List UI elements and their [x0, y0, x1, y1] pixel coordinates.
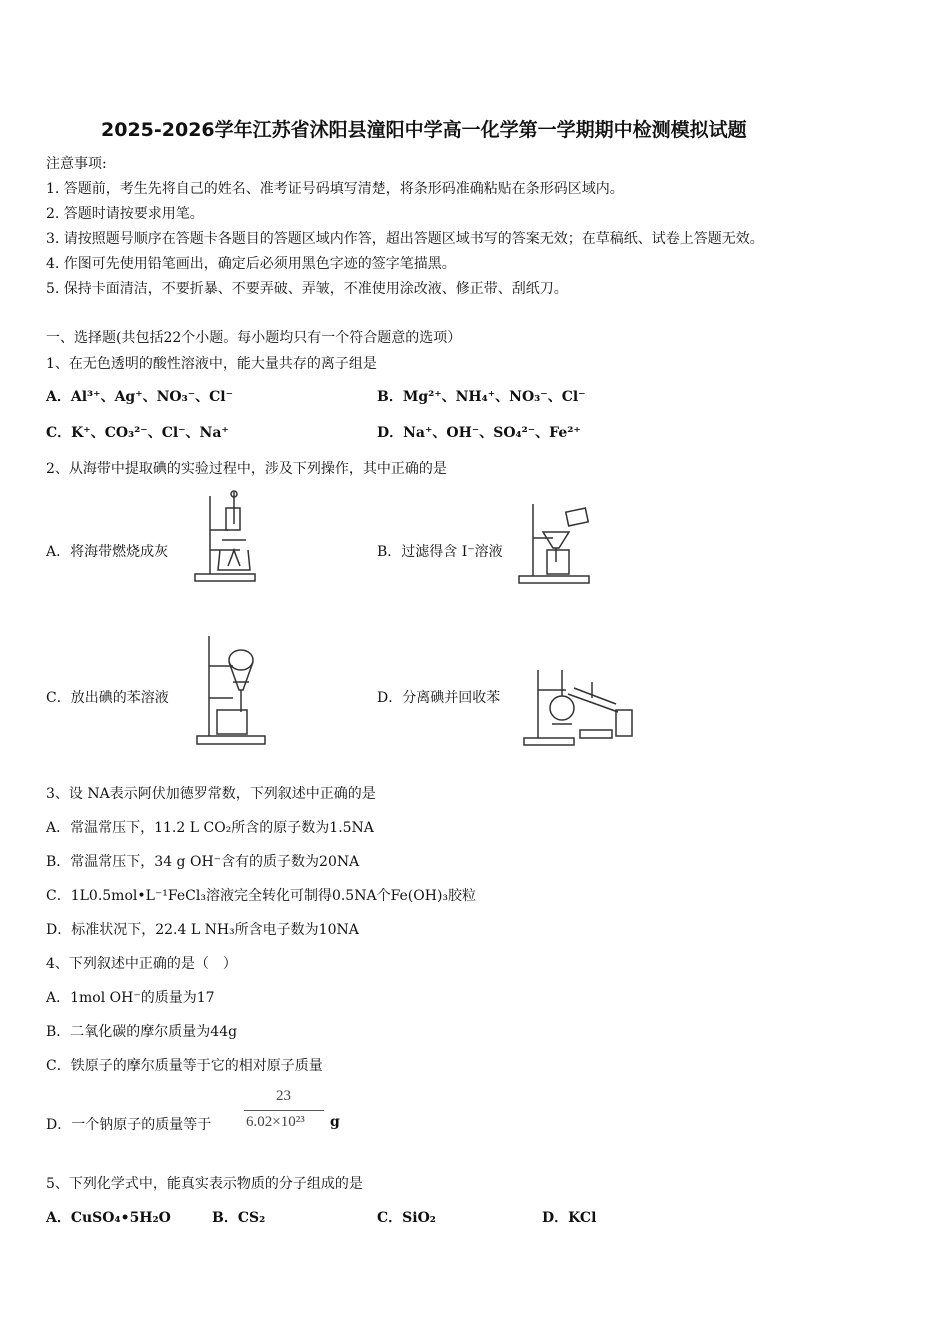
q3-stem: 3、设 NA表示阿伏加德罗常数，下列叙述中正确的是 — [46, 786, 376, 802]
notice-item: 5. 保持卡面清洁，不要折暴、不要弄破、弄皱，不准使用涂改液、修正带、刮纸刀。 — [46, 281, 568, 297]
section-heading: 一、选择题(共包括22个小题。每小题均只有一个符合题意的选项） — [46, 330, 462, 346]
q4-option-a: A．1mol OH⁻的质量为17 — [46, 990, 215, 1006]
fraction-numerator: 23 — [276, 1088, 291, 1104]
q2-option-b: B．过滤得含 I⁻溶液 — [377, 544, 503, 560]
q4-option-c: C．铁原子的摩尔质量等于它的相对原子质量 — [46, 1058, 323, 1074]
filtration-apparatus-figure — [517, 498, 593, 586]
notice-item: 4. 作图可先使用铅笔画出，确定后必须用黑色字迹的签字笔描黑。 — [46, 256, 456, 272]
notice-item: 1. 答题前，考生先将自己的姓名、准考证号码填写清楚，将条形码准确粘贴在条形码区域内。 — [46, 181, 624, 197]
q1-option-c: C．K⁺、CO₃²⁻、Cl⁻、Na⁺ — [46, 425, 229, 441]
distillation-apparatus-figure — [522, 660, 636, 748]
q3-option-c: C．1L0.5mol•L⁻¹FeCl₃溶液完全转化可制得0.5NA个Fe(OH)₃胶粒 — [46, 888, 477, 904]
q5-option-c: C．SiO₂ — [377, 1210, 436, 1226]
q2-option-c: C．放出碘的苯溶液 — [46, 690, 169, 706]
q1-stem: 1、在无色透明的酸性溶液中，能大量共存的离子组是 — [46, 356, 377, 372]
q4-option-b: B．二氧化碳的摩尔质量为44g — [46, 1024, 238, 1040]
q1-option-b: B．Mg²⁺、NH₄⁺、NO₃⁻、Cl⁻ — [377, 389, 586, 405]
q3-option-b: B．常温常压下，34 g OH⁻含有的质子数为20NA — [46, 854, 360, 870]
q3-option-a: A．常温常压下，11.2 L CO₂所含的原子数为1.5NA — [46, 820, 374, 836]
notice-item: 2. 答题时请按要求用笔。 — [46, 206, 204, 222]
q4-option-d-prefix: D．一个钠原子的质量等于 — [46, 1117, 212, 1133]
q4-option-d-unit: g — [330, 1114, 340, 1130]
fraction-bar — [244, 1110, 324, 1111]
q5-option-b: B．CS₂ — [212, 1210, 266, 1226]
q2-stem: 2、从海带中提取碘的实验过程中，涉及下列操作，其中正确的是 — [46, 461, 447, 477]
burning-apparatus-figure — [190, 488, 262, 584]
page-title: 2025-2026学年江苏省沭阳县潼阳中学高一化学第一学期期中检测模拟试题 — [101, 119, 747, 141]
separatory-funnel-figure — [195, 632, 267, 746]
notice-heading: 注意事项: — [46, 156, 107, 172]
q2-option-d: D．分离碘并回收苯 — [377, 690, 501, 706]
q1-option-d: D．Na⁺、OH⁻、SO₄²⁻、Fe²⁺ — [377, 425, 581, 441]
q1-option-a: A．Al³⁺、Ag⁺、NO₃⁻、Cl⁻ — [46, 389, 233, 405]
notice-item: 3. 请按照题号顺序在答题卡各题目的答题区域内作答，超出答题区域书写的答案无效；在草稿纸、试卷上答题无效。 — [46, 231, 764, 247]
q5-option-d: D．KCl — [542, 1210, 597, 1226]
q5-stem: 5、下列化学式中，能真实表示物质的分子组成的是 — [46, 1176, 363, 1192]
q2-option-a: A．将海带燃烧成灰 — [46, 544, 169, 560]
q4-stem: 4、下列叙述中正确的是（ ） — [46, 956, 237, 972]
q3-option-d: D．标准状况下，22.4 L NH₃所含电子数为10NA — [46, 922, 359, 938]
fraction-denominator: 6.02×10²³ — [246, 1114, 305, 1130]
q5-option-a: A．CuSO₄•5H₂O — [46, 1210, 171, 1226]
